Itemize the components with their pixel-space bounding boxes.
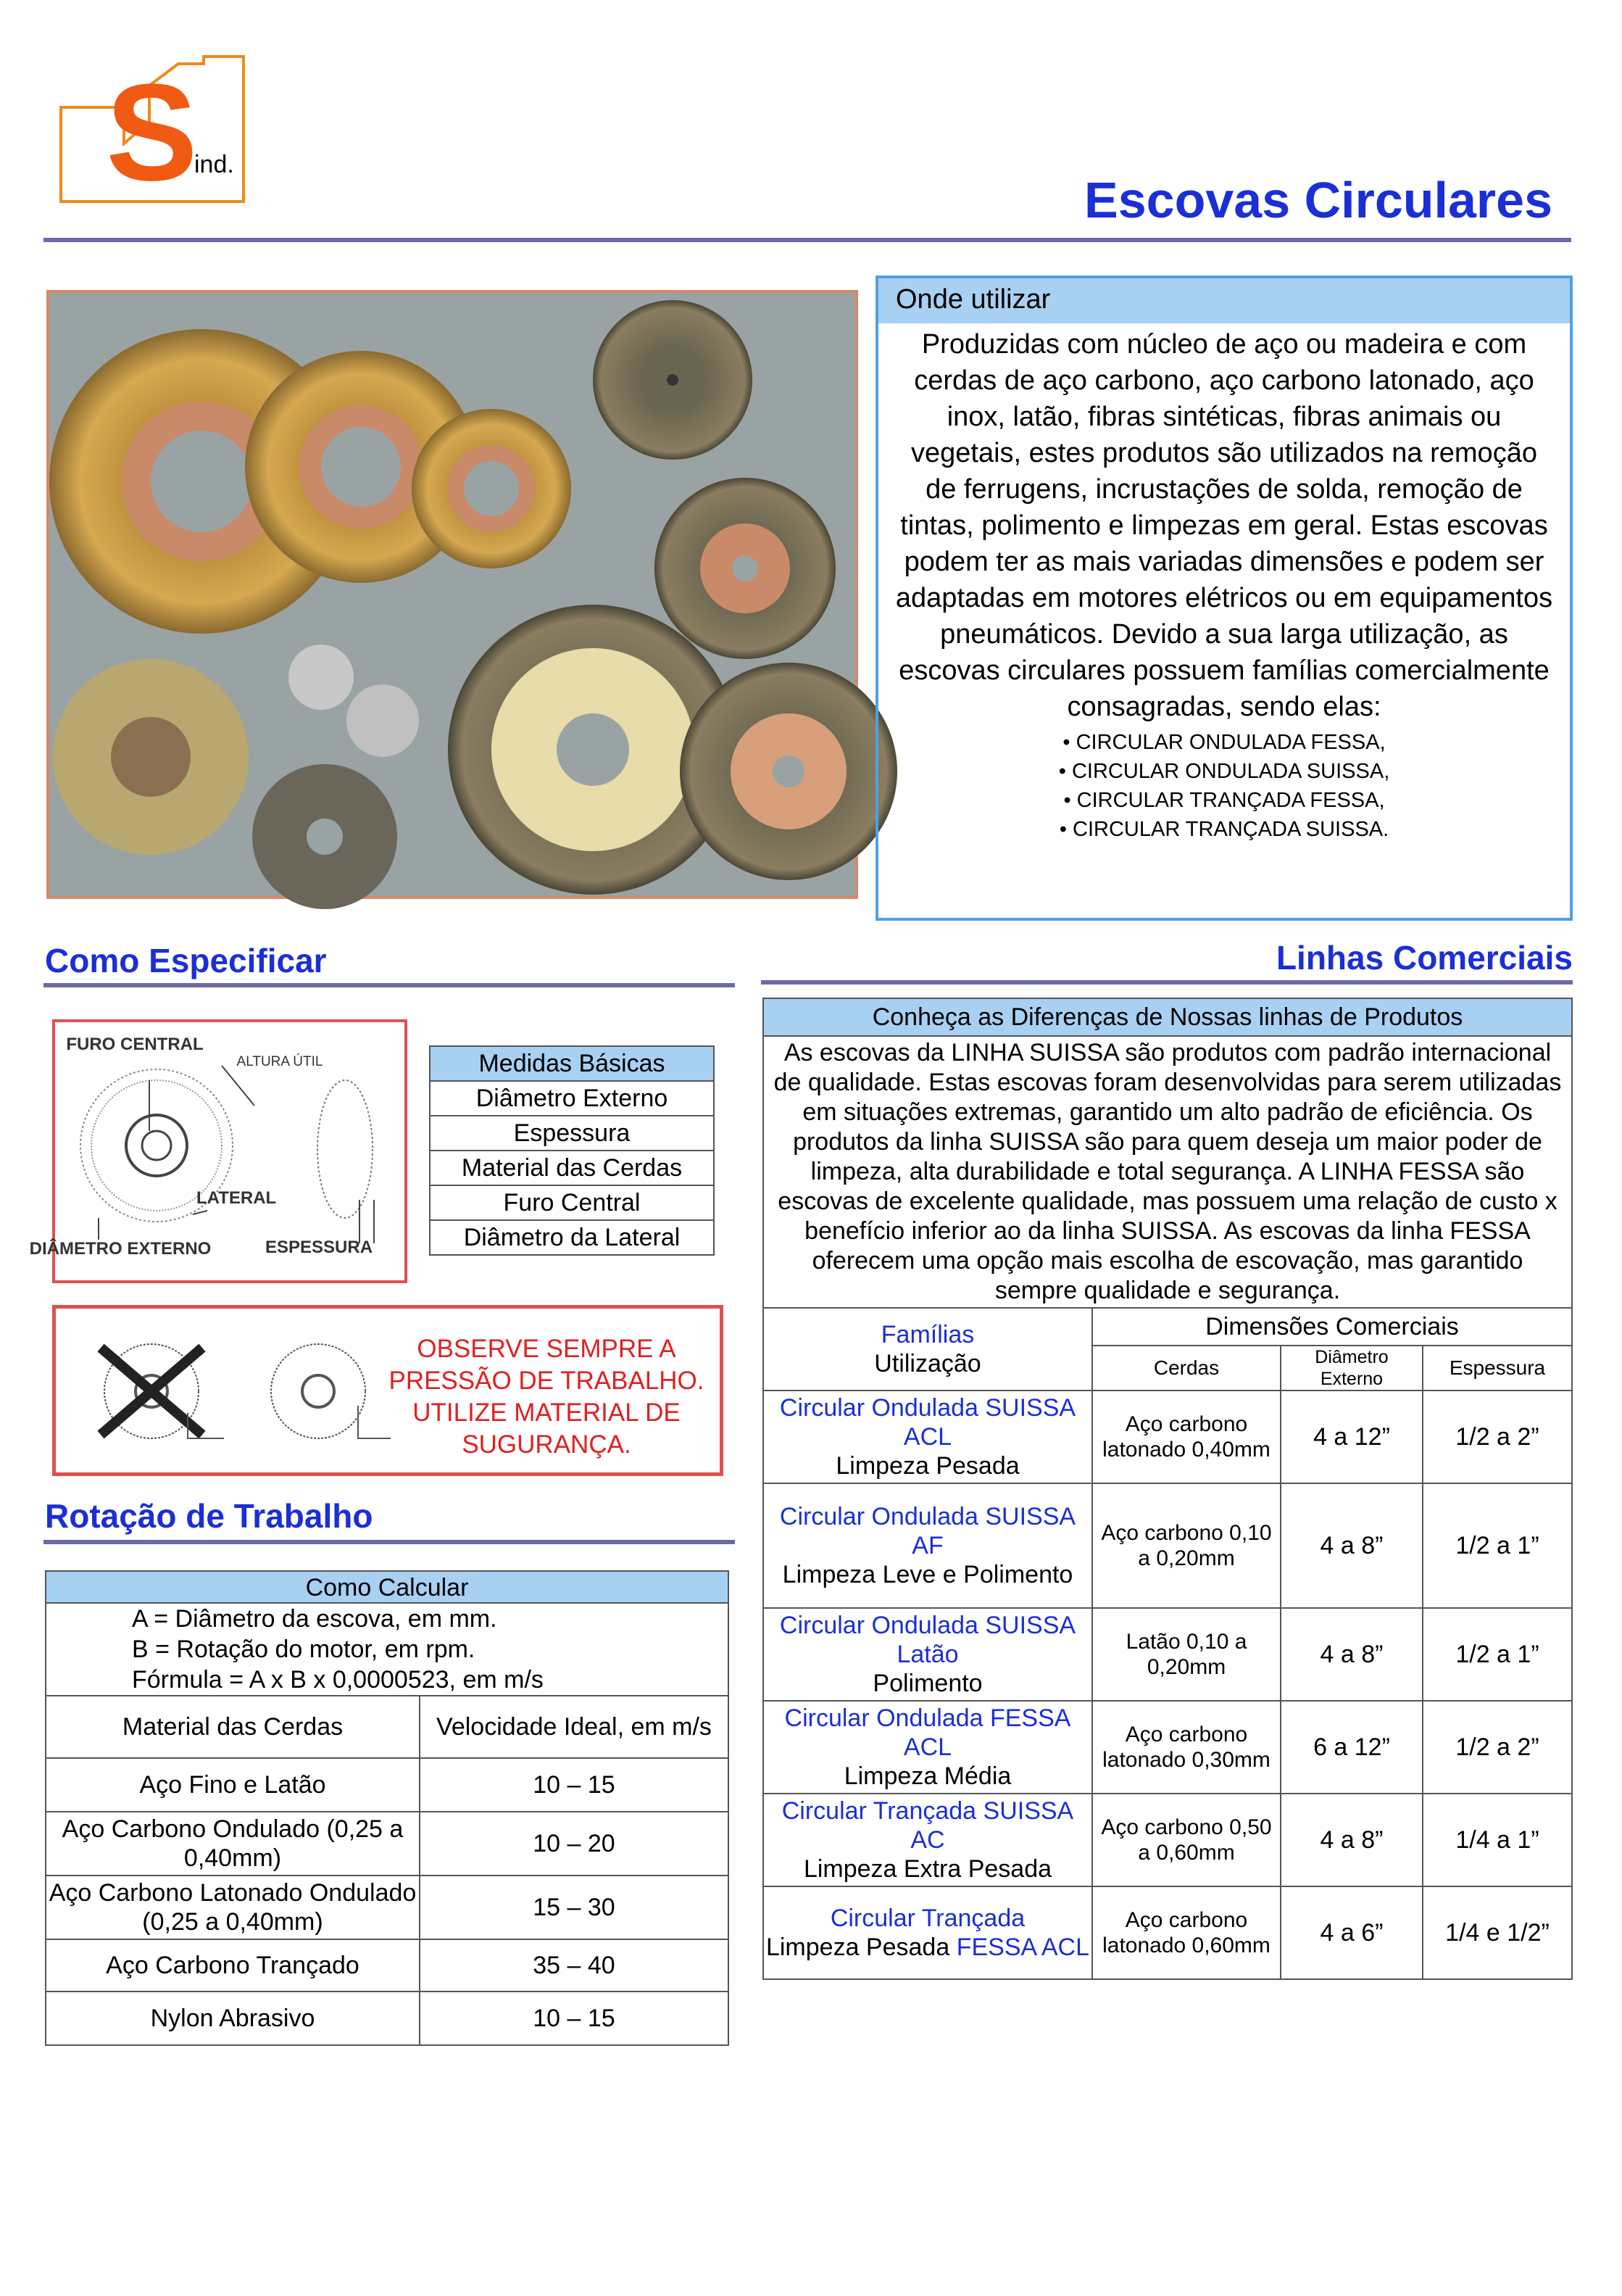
speed-value: 10 – 20: [420, 1812, 728, 1876]
calc-line: A = Diâmetro da escova, em mm.: [132, 1605, 497, 1633]
usage-panel: [876, 275, 1573, 921]
line-diam: 4 a 8”: [1281, 1483, 1423, 1608]
section-title-lines: Linhas Comerciais: [1276, 939, 1573, 977]
calc-line: B = Rotação do motor, em rpm.: [132, 1636, 475, 1663]
usage-header: Onde utilizar: [878, 278, 1570, 323]
speed-value: 10 – 15: [420, 1758, 728, 1812]
family-name: Circular Ondulada SUISSA Latão: [779, 1611, 1076, 1668]
line-cerdas: Aço carbono 0,50 a 0,60mm: [1092, 1794, 1281, 1886]
speed-value: 15 – 30: [420, 1876, 728, 1939]
family-name: Circular Trançada: [830, 1904, 1026, 1932]
title-divider: [43, 238, 1571, 242]
line-cerdas: Latão 0,10 a 0,20mm: [1092, 1608, 1281, 1701]
col-family-label: Famílias: [881, 1320, 975, 1348]
family-list: [878, 728, 1570, 844]
logo-suffix: ind.: [194, 151, 234, 178]
calc-line: Fórmula = A x B x 0,0000523, em m/s: [132, 1666, 544, 1694]
speed-material: Aço Carbono Ondulado (0,25 a 0,40mm): [46, 1812, 420, 1876]
measure-item: Espessura: [430, 1116, 714, 1151]
speed-value: 10 – 15: [420, 1992, 728, 2045]
line-family: [763, 1391, 1092, 1483]
line-diam: 4 a 8”: [1281, 1608, 1423, 1701]
measure-item: Material das Cerdas: [430, 1151, 714, 1185]
line-family: [763, 1794, 1092, 1886]
speed-table: [45, 1695, 729, 2046]
lines-intro: As escovas da LINHA SUISSA são produtos com padrão internacional de qualidade. Estas escovas foram desenvolvidas para serem utilizadas em situações extremas, garantido um alto padrão de eficiência. Os produtos da linha SUISSA são para quem deseja um maior poder de limpeza, alta durabilidade e total segurança. A LINHA FESSA são escovas de excelente qualidade, mas possuem uma relação de custo x benefício inferior ao da linha SUISSA. As escovas da linha FESSA oferecem uma opção mais escolha de escovação, mas garantido sempre qualidade e segurança.: [763, 1036, 1572, 1308]
family-use: Limpeza Leve e Polimento: [782, 1561, 1073, 1589]
lines-col-diam: Diâmetro Externo: [1281, 1346, 1423, 1391]
line-cerdas: Aço carbono latonado 0,60mm: [1092, 1886, 1281, 1979]
speed-value: 35 – 40: [420, 1939, 728, 1992]
calc-header: Como Calcular: [46, 1572, 728, 1604]
product-photo: [46, 290, 858, 899]
family-item: • CIRCULAR ONDULADA SUISSA,: [878, 757, 1570, 786]
lines-col-dims: Dimensões Comerciais: [1092, 1308, 1572, 1346]
speed-material: Nylon Abrasivo: [46, 1992, 420, 2045]
warning-illustration: [72, 1319, 391, 1464]
usage-body: Produzidas com núcleo de aço ou madeira e com cerdas de aço carbono, aço carbono latonado, aço inox, latão, fibras sintéticas, fibras animais ou vegetais, estes produtos são utilizados na remoção de ferrugens, incrustações de solda, remoção de tintas, polimento e limpezas em geral. Estas escovas podem ter as mais variadas dimensões e podem ser adaptadas em motores elétricos ou em equipamentos pneumáticos. Devido a sua larga utilização, as escovas circulares possuem famílias comercialmente consagradas, sendo elas:: [895, 329, 1553, 722]
measure-item: Diâmetro Externo: [430, 1081, 714, 1116]
family-use: Limpeza Pesada: [765, 1934, 950, 1961]
family-name: Circular Ondulada SUISSA AF: [779, 1502, 1076, 1559]
speed-material: Aço Carbono Trançado: [46, 1939, 420, 1992]
line-cerdas: Aço carbono 0,10 a 0,20mm: [1092, 1483, 1281, 1608]
specify-divider: [43, 983, 735, 987]
family-use: Limpeza Extra Pesada: [803, 1855, 1052, 1883]
line-esp: 1/4 e 1/2”: [1423, 1886, 1572, 1979]
section-title-specify: Como Especificar: [45, 942, 327, 979]
lines-col-cerdas: Cerdas: [1092, 1346, 1281, 1391]
family-use: Limpeza Média: [844, 1762, 1012, 1791]
family-name-suffix: FESSA ACL: [956, 1934, 1090, 1961]
speed-col-material: Material das Cerdas: [46, 1696, 420, 1758]
line-diam: 4 a 12”: [1281, 1391, 1423, 1483]
line-esp: 1/4 a 1”: [1423, 1794, 1572, 1886]
measures-header: Medidas Básicas: [430, 1046, 714, 1081]
family-item: • CIRCULAR TRANÇADA FESSA,: [878, 786, 1570, 815]
speed-material: Aço Carbono Latonado Ondulado (0,25 a 0,40mm): [46, 1876, 420, 1939]
measure-item: Diâmetro da Lateral: [430, 1220, 714, 1255]
line-cerdas: Aço carbono latonado 0,40mm: [1092, 1391, 1281, 1483]
company-logo: [55, 42, 251, 209]
diagram-label-espessura: ESPESSURA: [265, 1238, 373, 1257]
warning-text: OBSERVE SEMPRE A PRESSÃO DE TRABALHO. UTILIZE MATERIAL DE SUGURANÇA.: [388, 1335, 704, 1459]
family-item: • CIRCULAR ONDULADA FESSA,: [878, 728, 1570, 757]
family-use-line: [764, 1933, 1091, 1962]
family-item: • CIRCULAR TRANÇADA SUISSA.: [878, 815, 1570, 844]
family-name: Circular Ondulada FESSA ACL: [784, 1704, 1071, 1761]
section-title-rotation: Rotação de Trabalho: [45, 1497, 373, 1535]
lines-divider: [761, 980, 1573, 985]
family-use: Limpeza Pesada: [836, 1452, 1020, 1480]
family-name: Circular Trançada SUISSA AC: [781, 1796, 1074, 1854]
line-diam: 6 a 12”: [1281, 1701, 1423, 1794]
line-family: [763, 1701, 1092, 1794]
diagram-label-altura: ALTURA ÚTIL: [236, 1054, 323, 1069]
rotation-divider: [43, 1540, 735, 1544]
line-esp: 1/2 a 2”: [1423, 1391, 1572, 1483]
diagram-label-lateral: LATERAL: [196, 1188, 277, 1208]
line-esp: 1/2 a 2”: [1423, 1701, 1572, 1794]
lines-table: [762, 998, 1573, 1980]
page-title: Escovas Circulares: [1084, 172, 1552, 228]
measure-item: Furo Central: [430, 1185, 714, 1220]
line-family: [763, 1483, 1092, 1608]
line-family: [763, 1886, 1092, 1979]
logo-letter: S: [106, 56, 198, 210]
family-name: Circular Ondulada SUISSA ACL: [779, 1393, 1076, 1451]
line-diam: 4 a 8”: [1281, 1794, 1423, 1886]
diagram-label-diametro: DIÂMETRO EXTERNO: [29, 1239, 212, 1259]
rotation-calc: [45, 1570, 729, 1695]
lines-header: Conheça as Diferenças de Nossas linhas de Produtos: [763, 998, 1572, 1036]
lines-col-family: [763, 1308, 1092, 1391]
spec-diagram: [29, 1019, 407, 1283]
line-cerdas: Aço carbono latonado 0,30mm: [1092, 1701, 1281, 1794]
measures-table: [429, 1045, 715, 1256]
line-esp: 1/2 a 1”: [1423, 1608, 1572, 1701]
line-diam: 4 a 6”: [1281, 1886, 1423, 1979]
line-esp: 1/2 a 1”: [1423, 1483, 1572, 1608]
line-family: [763, 1608, 1092, 1701]
lines-col-esp: Espessura: [1423, 1346, 1572, 1391]
family-use: Polimento: [873, 1670, 983, 1698]
diagram-label-furo: FURO CENTRAL: [66, 1035, 204, 1054]
speed-col-speed: Velocidade Ideal, em m/s: [420, 1696, 728, 1758]
safety-warning-box: [52, 1305, 723, 1476]
speed-material: Aço Fino e Latão: [46, 1758, 420, 1812]
col-use-label: Utilização: [874, 1350, 981, 1377]
